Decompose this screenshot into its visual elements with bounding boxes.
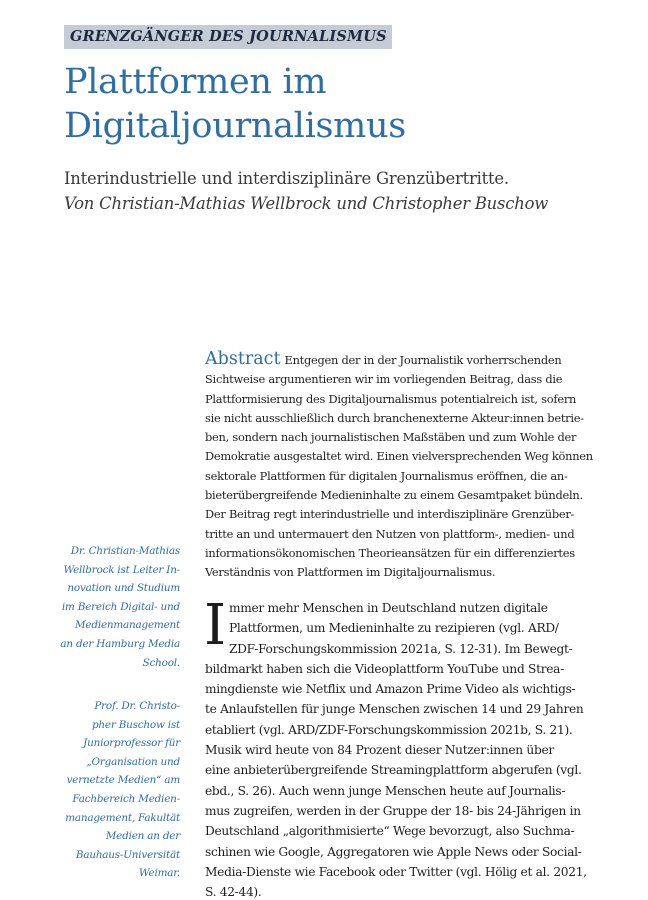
- author-note-buschow: [44, 697, 180, 883]
- abstract-line: informationsökonomischen Theorieansätzen für ein differenziertes: [205, 545, 575, 560]
- author-note-line: Weimar.: [138, 867, 180, 880]
- abstract-label: Abstract: [205, 349, 281, 369]
- author-note-line: an der Hamburg Media: [60, 637, 180, 650]
- author-note-line: Medienmanagement: [74, 619, 180, 632]
- body-line: ZDF-Forschungskommission 2021a, S. 12-31). Im Bewegt-: [229, 641, 573, 656]
- abstract-line: Verständnis von Plattformen im Digitaljournalismus.: [205, 565, 496, 580]
- body-line: Deutschland „algorithmisierte“ Wege bevorzugt, also Suchma-: [205, 824, 575, 839]
- abstract-line: sektorale Plattformen für digitalen Journalismus eröffnen, die an-: [205, 468, 568, 483]
- author-note-line: Prof. Dr. Christo-: [94, 700, 180, 712]
- body-line: S. 42-44).: [205, 885, 262, 900]
- abstract-line: bieterübergreifende Medieninhalte zu einem Gesamtpaket bündeln.: [205, 488, 583, 503]
- abstract-first-line: [205, 350, 599, 370]
- body-line: eine anbieterübergreifende Streamingplattform abgerufen (vgl.: [205, 763, 582, 778]
- abstract-line: Entgegen der in der Journalistik vorherrschenden: [284, 353, 562, 367]
- abstract: [205, 350, 599, 583]
- author-note-wellbrock: [44, 542, 180, 672]
- body-line: etabliert (vgl. ARD/ZDF-Forschungskommission 2021b, S. 21).: [205, 722, 573, 737]
- body-line: te Anlaufstellen für junge Menschen zwischen 14 und 29 Jahren: [205, 702, 584, 717]
- author-note-line: Fachbereich Medien-: [72, 792, 180, 805]
- author-note-line: vernetzte Medien“ am: [66, 774, 180, 787]
- abstract-line: sie nicht ausschließlich durch branchenexterne Akteur:innen betrie-: [205, 410, 584, 425]
- author-note-line: Bauhaus-Universität: [75, 848, 180, 861]
- body-line: Plattformen, um Medieninhalte zu rezipieren (vgl. ARD/: [229, 621, 559, 636]
- author-note-line: Wellbrock ist Leiter In-: [63, 563, 180, 576]
- drop-cap: I: [204, 593, 227, 658]
- body-line: ebd., S. 26). Auch wenn junge Menschen heute auf Journalis-: [205, 783, 566, 798]
- author-note-line: „Organisation und: [86, 755, 180, 768]
- author-note-line: Medien an der: [105, 830, 180, 843]
- abstract-line: ben, sondern nach journalistischen Maßstäben und zum Wohle der: [205, 430, 577, 445]
- author-note-line: novation und Studium: [67, 582, 180, 595]
- section-tag: GRENZGÄNGER DES JOURNALISMUS: [64, 25, 392, 49]
- abstract-line: tritte an und untermauert den Nutzen von plattform-, medien- und: [205, 526, 575, 541]
- abstract-line: Sichtweise argumentieren wir im vorliegenden Beitrag, dass die: [205, 372, 563, 387]
- author-note-line: Dr. Christian-Mathias: [70, 545, 180, 557]
- title-line: Digitaljournalismus: [64, 106, 406, 146]
- abstract-line: Der Beitrag regt interindustrielle und interdisziplinäre Grenzüber-: [205, 507, 575, 522]
- author-note-line: Juniorprofessor für: [83, 737, 180, 750]
- abstract-line: Demokratie ausgestaltet wird. Einen vielversprechenden Weg können: [205, 449, 593, 464]
- body-line: schinen wie Google, Aggregatoren wie Apple News oder Social-: [205, 844, 582, 859]
- body-line: Musik wird heute von 84 Prozent dieser Nutzer:innen über: [205, 743, 554, 758]
- body-text: [204, 593, 601, 900]
- body-line: mingdienste wie Netflix und Amazon Prime Video als wichtigs-: [205, 682, 576, 697]
- author-note-line: pher Buschow ist: [91, 718, 180, 731]
- article-authors: Von Christian-Mathias Wellbrock und Christopher Buschow: [64, 194, 549, 213]
- body-line: bildmarkt haben sich die Videoplattform YouTube und Strea-: [205, 661, 564, 676]
- body-line: mus zugreifen, werden in der Gruppe der 18- bis 24-Jährigen in: [205, 803, 581, 818]
- body-line: mmer mehr Menschen in Deutschland nutzen digitale: [229, 601, 548, 615]
- title-line: Plattformen im: [64, 62, 327, 102]
- article-title: [64, 60, 604, 148]
- author-note-line: School.: [142, 656, 180, 669]
- article-subtitle: Interindustrielle und interdisziplinäre Grenzübertritte.: [64, 169, 509, 188]
- author-note-line: im Bereich Digital- und: [61, 600, 180, 613]
- body-line: Media-Dienste wie Facebook oder Twitter (vgl. Hölig et al. 2021,: [205, 864, 587, 879]
- abstract-line: Plattformisierung des Digitaljournalismus potentialreich ist, sofern: [205, 391, 577, 406]
- author-note-line: management, Fakultät: [65, 811, 180, 824]
